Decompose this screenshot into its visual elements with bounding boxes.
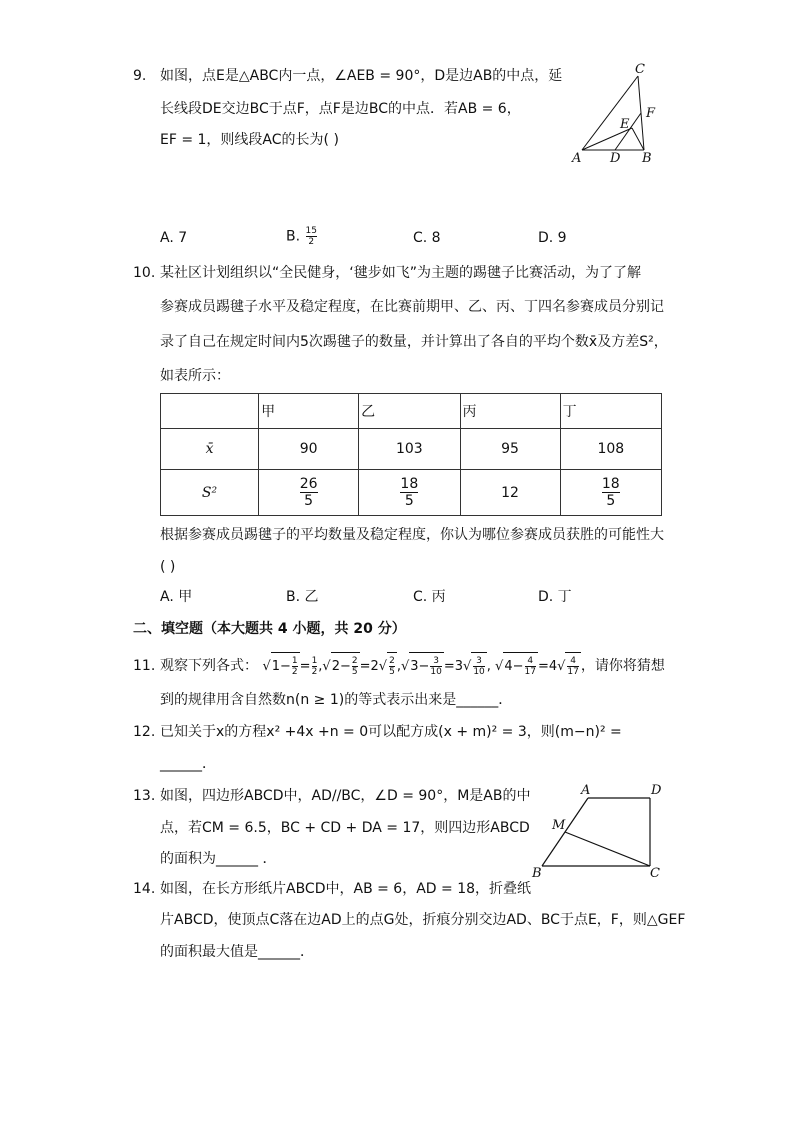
q10-option-b[interactable]: B. 乙 bbox=[286, 589, 319, 605]
q9-option-a[interactable]: A. 7 bbox=[160, 230, 188, 246]
q9-text-line3: EF = 1，则线段AC的长为( ) bbox=[160, 132, 339, 148]
q10-score-table bbox=[160, 393, 662, 516]
q9-option-b-prefix: B. bbox=[286, 228, 305, 245]
q9-label-f: F bbox=[646, 106, 656, 121]
q11-number: 11. bbox=[133, 658, 156, 674]
q13-label-c: C bbox=[650, 866, 660, 881]
q14-number: 14. bbox=[133, 881, 156, 897]
q9-triangle-figure bbox=[560, 62, 670, 172]
variance-jia: $\frac{26}{5}$ bbox=[259, 470, 359, 516]
q9-option-b-fraction: $\frac{15}{2}$ bbox=[305, 226, 317, 247]
mean-ding: 108 bbox=[560, 429, 661, 470]
q12-text-line1: 已知关于x的方程x² +4x +n = 0可以配方成(x + m)² = 3，则(m−n)² = bbox=[160, 724, 622, 740]
q11-prefix: 观察下列各式： bbox=[160, 658, 258, 674]
q10-after-line2: ( ) bbox=[160, 559, 176, 575]
q9-text-line1: 如图，点E是△ABC内一点，∠AEB = 90°，D是边AB的中点，延 bbox=[160, 68, 563, 84]
table-header-yi: 乙 bbox=[359, 394, 460, 429]
q13-label-d: D bbox=[651, 783, 662, 798]
q12-text-line2: ______． bbox=[160, 756, 216, 772]
mean-jia: 90 bbox=[259, 429, 359, 470]
q13-text-line1: 如图，四边形ABCD中，AD//BC，∠D = 90°，M是AB的中 bbox=[160, 788, 531, 804]
q13-label-m: M bbox=[552, 818, 566, 833]
q9-label-c: C bbox=[635, 62, 645, 77]
q9-text-line2: 长线段DE交边BC于点F，点F是边BC的中点．若AB = 6， bbox=[160, 101, 521, 117]
table-row-variance bbox=[161, 470, 662, 516]
q9-label-e: E bbox=[620, 117, 630, 132]
q9-option-b[interactable] bbox=[286, 226, 318, 247]
q11-text-line2: 到的规律用含自然数n(n ≥ 1)的等式表示出来是______． bbox=[160, 692, 513, 708]
variance-yi: $\frac{18}{5}$ bbox=[359, 470, 460, 516]
q14-text-line2: 片ABCD，使顶点C落在边AD上的点G处，折痕分别交边AD、BC于点E，F，则△GEF bbox=[160, 912, 686, 928]
variance-bing: 12 bbox=[460, 470, 560, 516]
q11-text-line1 bbox=[160, 652, 665, 681]
q10-number: 10. bbox=[133, 265, 156, 281]
q13-text-line2: 点，若CM = 6.5，BC + CD + DA = 17，则四边形ABCD bbox=[160, 820, 530, 836]
q12-number: 12. bbox=[133, 724, 156, 740]
q10-text-line3: 录了自己在规定时间内5次踢毽子的数量，并计算出了各自的平均个数x̄及方差S²， bbox=[160, 334, 668, 350]
q9-label-b: B bbox=[642, 151, 652, 166]
variance-ding: $\frac{18}{5}$ bbox=[560, 470, 661, 516]
q13-label-b: B bbox=[532, 866, 542, 881]
q14-text-line1: 如图，在长方形纸片ABCD中，AB = 6，AD = 18，折叠纸 bbox=[160, 881, 532, 897]
q14-text-line3: 的面积最大值是______． bbox=[160, 944, 314, 960]
table-header-row bbox=[161, 394, 662, 429]
q9-option-d[interactable]: D. 9 bbox=[538, 230, 567, 246]
table-header-empty bbox=[161, 394, 259, 429]
q9-number: 9. bbox=[133, 68, 147, 84]
q10-option-d[interactable]: D. 丁 bbox=[538, 589, 572, 605]
variance-row-label: S² bbox=[161, 470, 259, 516]
q10-text-line1: 某社区计划组织以“全民健身，‘毽步如飞”为主题的踢毽子比赛活动，为了了解 bbox=[160, 265, 641, 281]
q13-label-a: A bbox=[581, 783, 591, 798]
mean-row-label: x̄ bbox=[161, 429, 259, 470]
q10-text-line2: 参赛成员踢毽子水平及稳定程度，在比赛前期甲、乙、丙、丁四名参赛成员分别记 bbox=[160, 299, 664, 315]
q13-text-line3: 的面积为______ ． bbox=[160, 851, 277, 867]
q13-number: 13. bbox=[133, 788, 156, 804]
table-header-jia: 甲 bbox=[259, 394, 359, 429]
q9-label-d: D bbox=[610, 151, 621, 166]
q9-label-a: A bbox=[572, 151, 582, 166]
table-row-mean bbox=[161, 429, 662, 470]
q13-trapezoid-figure bbox=[528, 780, 668, 880]
q10-option-c[interactable]: C. 丙 bbox=[413, 589, 446, 605]
q9-option-c[interactable]: C. 8 bbox=[413, 230, 441, 246]
q10-after-line1: 根据参赛成员踢毽子的平均数量及稳定程度，你认为哪位参赛成员获胜的可能性大 bbox=[160, 527, 664, 543]
table-header-bing: 丙 bbox=[460, 394, 560, 429]
q11-formula: √1− $\frac{1}{2}$ = $\frac{1}{2}$ ,√2− $\frac{2}{5}$ =2√ $\frac{2}{5}$ ,√3− $\frac{3}{10}$ =3√ $\frac{3}{10}$ , √4− $\frac{4}{17}$ =4√ $\frac{4}{17}$ bbox=[262, 659, 580, 674]
mean-yi: 103 bbox=[359, 429, 460, 470]
q10-option-a[interactable]: A. 甲 bbox=[160, 589, 193, 605]
q11-suffix: ，请你将猜想 bbox=[580, 658, 665, 674]
mean-bing: 95 bbox=[460, 429, 560, 470]
section-2-title: 二、填空题（本大题共 4 小题，共 20 分） bbox=[133, 621, 406, 637]
q10-text-line4: 如表所示： bbox=[160, 368, 230, 384]
table-header-ding: 丁 bbox=[560, 394, 661, 429]
